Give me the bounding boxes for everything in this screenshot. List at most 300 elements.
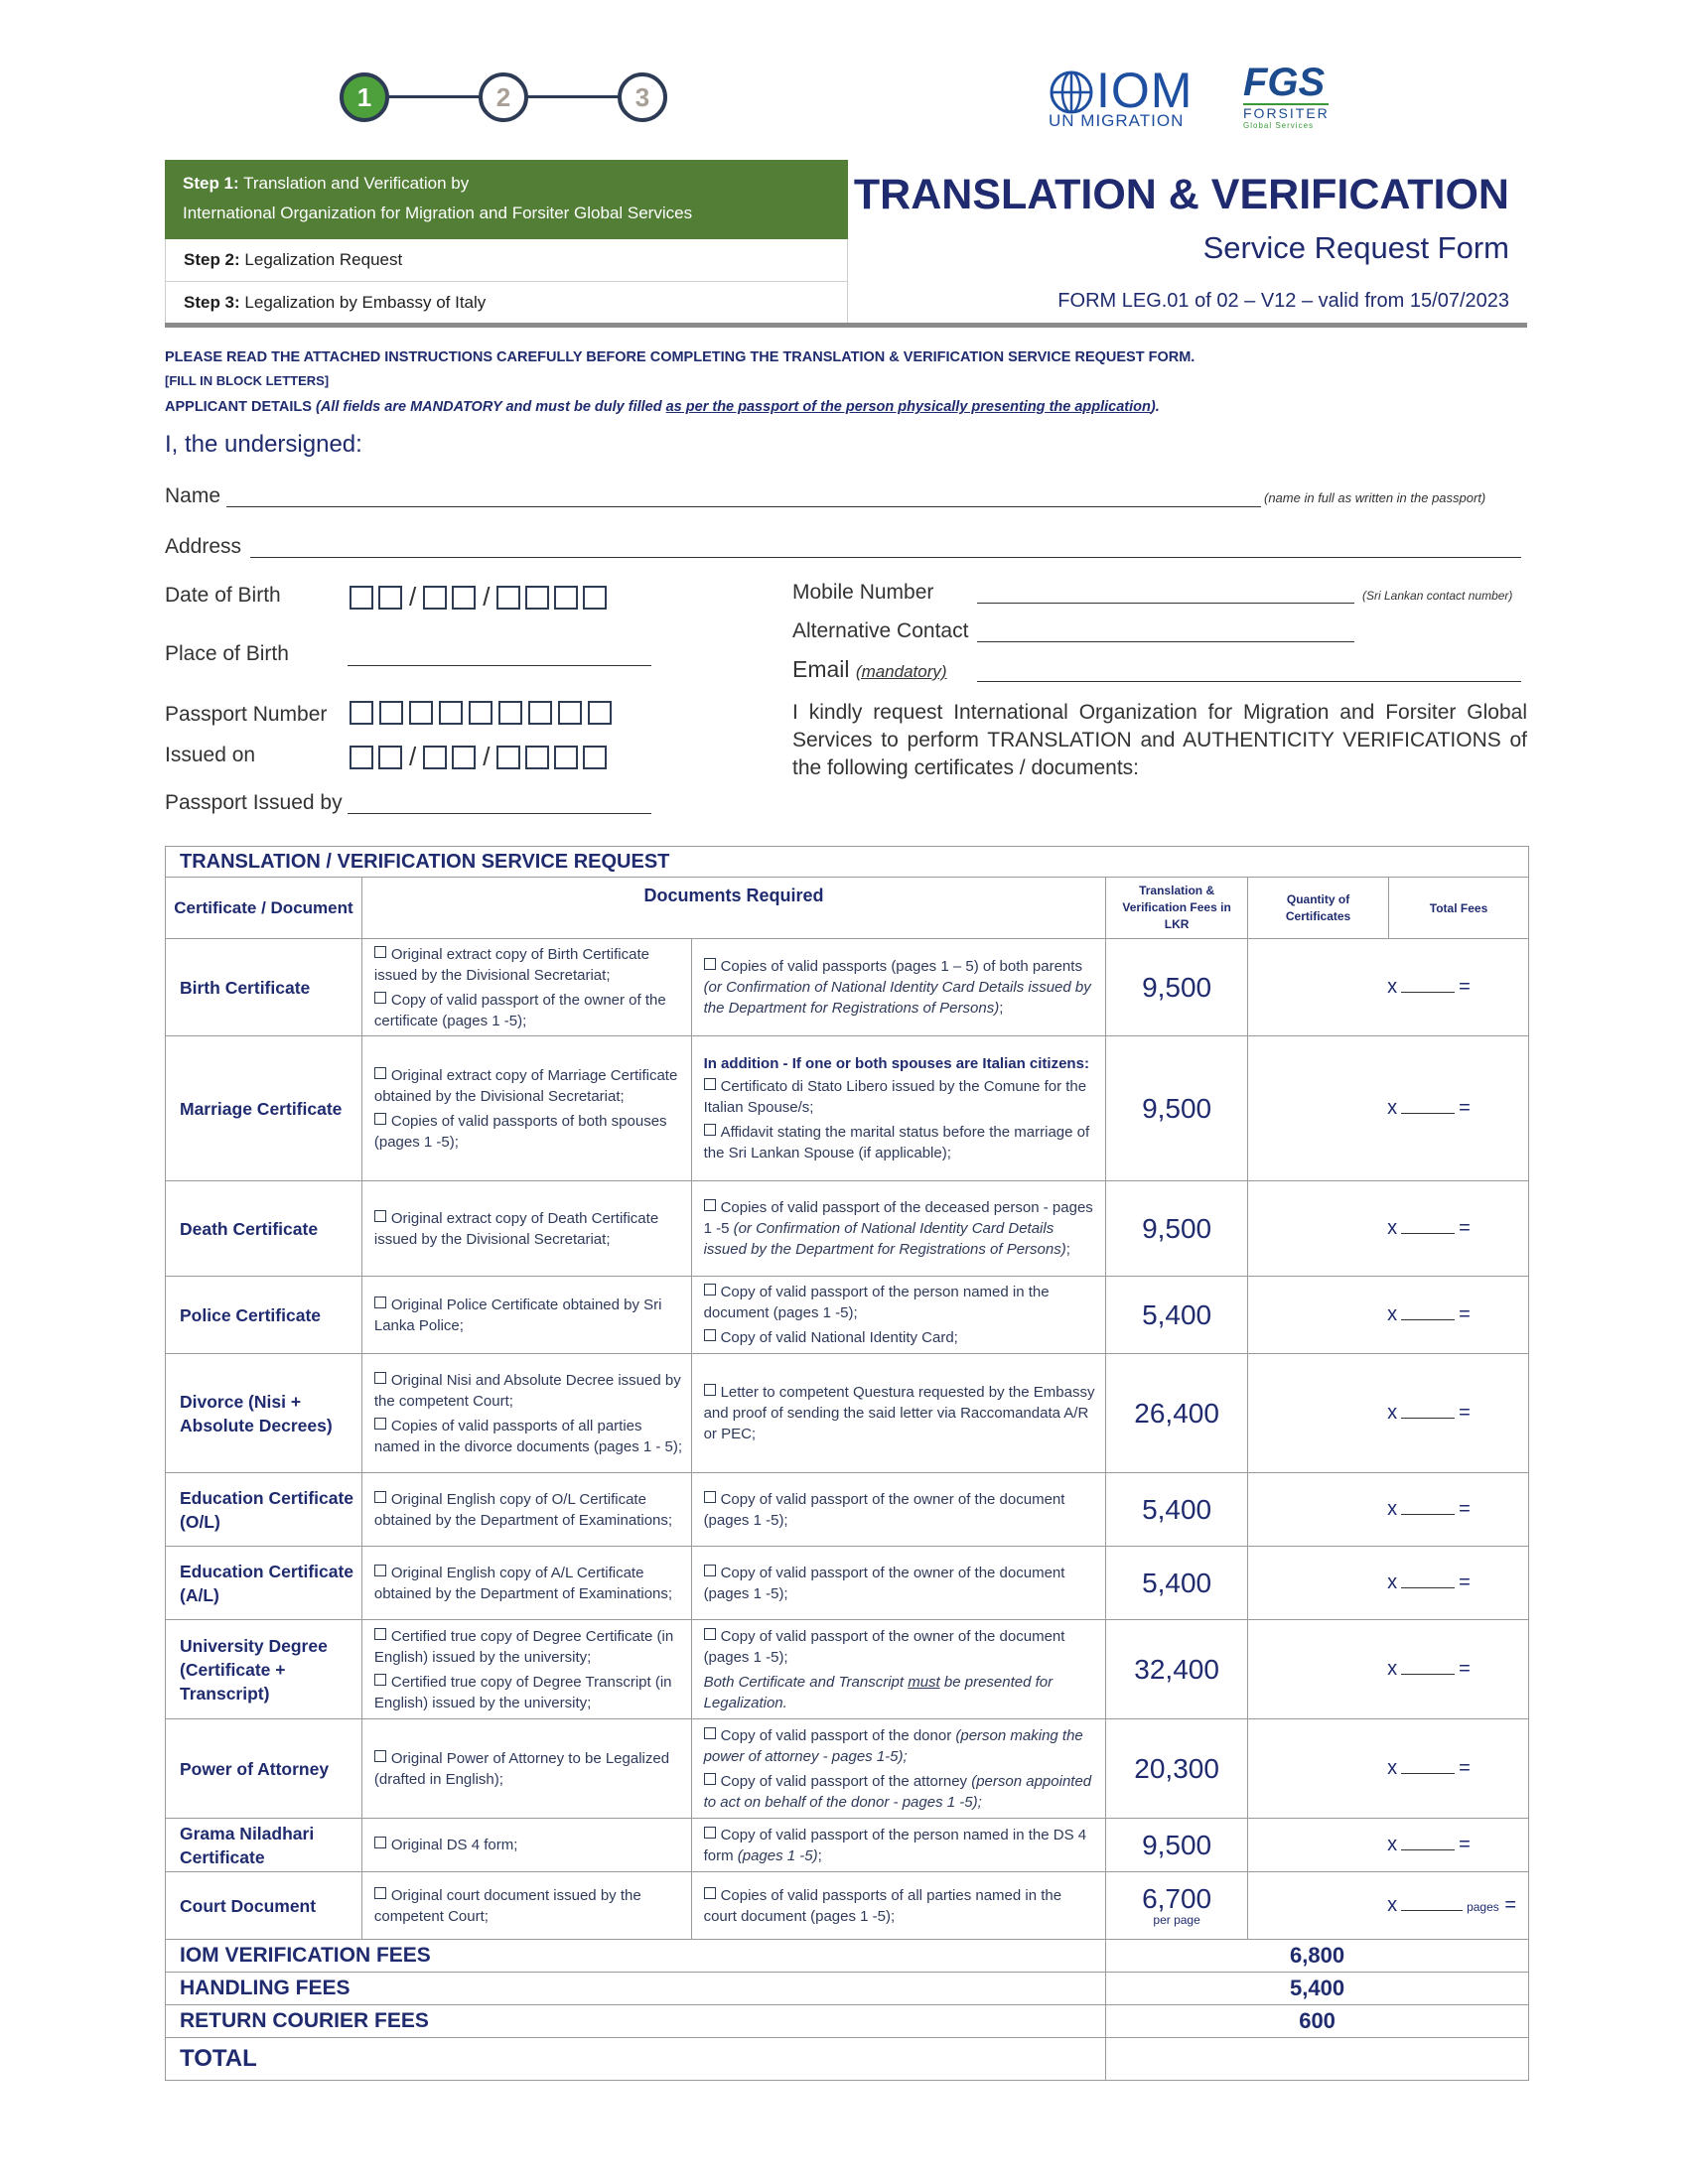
docs-right: [691, 1719, 1106, 1819]
doc-item-end: ;: [1065, 1241, 1070, 1258]
doc-item-text: Copies of valid passport of the deceased person - pages 1 -5: [703, 1199, 1093, 1237]
multiply-sign: x: [1387, 1402, 1398, 1424]
equals-sign: =: [1459, 1097, 1471, 1119]
doc-item[interactable]: [374, 1489, 683, 1531]
checkbox-icon[interactable]: [704, 1384, 716, 1396]
multiply-sign: x: [1387, 1834, 1398, 1855]
applicant-details-heading: [165, 399, 1160, 415]
checkbox-icon[interactable]: [704, 1199, 716, 1211]
doc-item[interactable]: [704, 1825, 1098, 1866]
doc-item[interactable]: [704, 1489, 1098, 1531]
checkbox-icon[interactable]: [374, 1210, 386, 1222]
table-row: [166, 1547, 1529, 1620]
stepper-connector: [526, 95, 626, 98]
quantity-field[interactable]: [1248, 1872, 1529, 1940]
quantity-line[interactable]: [1401, 1849, 1455, 1850]
table-row: [166, 1620, 1529, 1719]
quantity-field[interactable]: [1248, 1620, 1529, 1719]
doc-item[interactable]: [374, 1416, 683, 1457]
docs-right: [691, 1354, 1106, 1473]
passport-box[interactable]: [379, 701, 403, 725]
multiply-sign: x: [1387, 976, 1398, 998]
quantity-field[interactable]: [1248, 1181, 1529, 1277]
dob-day-box[interactable]: [350, 586, 373, 610]
checkbox-icon[interactable]: [704, 1628, 716, 1640]
checkbox-icon[interactable]: [704, 1565, 716, 1576]
doc-item[interactable]: [374, 1208, 683, 1250]
form-id: FORM LEG.01 of 02 – V12 – valid from 15/07/2023: [1057, 290, 1509, 312]
cert-name: Court Document: [166, 1872, 362, 1940]
docs-left: [361, 1872, 691, 1940]
issued-year-box[interactable]: [525, 746, 549, 769]
docs-left: [361, 1547, 691, 1620]
doc-item-text: Original English copy of O/L Certificate obtained by the Department of Examinations;: [373, 1490, 673, 1529]
quantity-line[interactable]: [1401, 1113, 1455, 1114]
form-title: TRANSLATION & VERIFICATION: [853, 171, 1509, 218]
doc-item-text: Original Police Certificate obtained by Sri Lanka Police;: [373, 1296, 662, 1334]
checkbox-icon[interactable]: [704, 1124, 716, 1136]
checkbox-icon[interactable]: [374, 1491, 386, 1503]
iom-logo-text: IOM: [1096, 63, 1194, 118]
doc-item-text: Affidavit stating the marital status before the marriage of the Sri Lankan Spouse (if applicable);: [703, 1124, 1090, 1161]
table-row: [166, 1872, 1529, 1940]
alt-contact-field[interactable]: [977, 641, 1354, 642]
fee-value: 5,400: [1106, 1277, 1248, 1354]
docs-left: [361, 1819, 691, 1872]
doc-item[interactable]: [374, 944, 683, 986]
undersigned-intro: I, the undersigned:: [165, 431, 362, 458]
doc-item-italic: (person appointed to act on behalf of the donor - pages 1 -5);: [703, 1772, 1092, 1811]
doc-item[interactable]: [704, 1626, 1098, 1668]
docs-left: [361, 1354, 691, 1473]
doc-item-text: Certificato di Stato Libero issued by the Comune for the Italian Spouse/s;: [703, 1078, 1087, 1116]
doc-item-text: Original DS 4 form;: [390, 1837, 518, 1853]
quantity-field[interactable]: [1248, 1036, 1529, 1181]
fgs-logo-name: FORSITER: [1243, 105, 1330, 121]
checkbox-icon[interactable]: [374, 1565, 386, 1576]
doc-item-text: Copy of valid National Identity Card;: [720, 1329, 958, 1346]
name-note: (name in full as written in the passport): [1264, 490, 1486, 505]
pages-label: pages: [1467, 1900, 1499, 1914]
passport-box[interactable]: [350, 701, 373, 725]
form-subtitle: Service Request Form: [1202, 230, 1509, 265]
checkbox-icon[interactable]: [704, 1491, 716, 1503]
doc-item-text: Copy of valid passport of the person named in the DS 4 form: [703, 1826, 1087, 1864]
docs-right: [691, 1547, 1106, 1620]
step-1-row: [165, 160, 848, 239]
doc-item-italic: (or Confirmation of National Identity Card Details issued by the Department for Registrations of Persons): [703, 1220, 1066, 1258]
doc-item[interactable]: [374, 1835, 683, 1855]
applicant-details-label: APPLICANT DETAILS: [165, 399, 316, 415]
fgs-logo: [1243, 62, 1342, 131]
dob-year-box[interactable]: [525, 586, 549, 610]
passport-box[interactable]: [469, 701, 492, 725]
checkbox-icon[interactable]: [704, 1329, 716, 1341]
doc-item-end: ;: [999, 1000, 1004, 1017]
doc-item-text: Original Power of Attorney to be Legalized (drafted in English);: [373, 1749, 670, 1788]
passport-label: Passport Number: [165, 703, 328, 726]
checkbox-icon[interactable]: [704, 1887, 716, 1899]
step-2-indicator: 2: [479, 72, 528, 122]
docs-right: [691, 1036, 1106, 1181]
issued-on-field[interactable]: [350, 742, 607, 772]
fee-value: 26,400: [1106, 1354, 1248, 1473]
doc-item[interactable]: [374, 1111, 683, 1153]
docs-left: [361, 1036, 691, 1181]
checkbox-icon[interactable]: [374, 1887, 386, 1899]
equals-sign: =: [1459, 1571, 1471, 1593]
doc-item-text: Copy of valid passport of the donor: [720, 1726, 956, 1744]
date-separator: /: [483, 742, 491, 771]
quantity-line[interactable]: [1401, 1319, 1455, 1320]
total-label: TOTAL: [166, 2038, 1106, 2081]
docs-right: [691, 939, 1106, 1036]
name-label: Name: [165, 484, 221, 507]
doc-item-italic: (pages 1 -5): [737, 1846, 818, 1864]
doc-item-text: Copies of valid passports of both spouses (pages 1 -5);: [373, 1112, 667, 1151]
fee-cell: [1106, 1872, 1248, 1940]
summary-value: 6,800: [1106, 1940, 1529, 1973]
equals-sign: =: [1459, 1303, 1471, 1325]
quantity-field[interactable]: [1248, 1277, 1529, 1354]
doc-item[interactable]: [374, 1563, 683, 1604]
col-header-fees: Translation & Verification Fees in LKR: [1106, 878, 1248, 939]
quantity-line[interactable]: [1401, 1587, 1455, 1588]
service-request-table: [165, 846, 1529, 2081]
equals-sign: =: [1459, 976, 1471, 998]
mobile-field[interactable]: [977, 603, 1354, 604]
doc-item[interactable]: [374, 1748, 683, 1790]
col-header-cert: Certificate / Document: [166, 878, 362, 939]
equals-sign: =: [1459, 1658, 1471, 1680]
summary-row: [166, 1973, 1529, 2005]
doc-item[interactable]: [704, 1725, 1098, 1767]
doc-item[interactable]: [704, 1771, 1098, 1813]
step-1-text: Translation and Verification by: [243, 174, 470, 193]
email-note: (mandatory): [855, 662, 947, 681]
quantity-field[interactable]: [1248, 1719, 1529, 1819]
doc-note-text: Both Certificate and Transcript: [703, 1673, 909, 1691]
request-statement: I kindly request International Organization for Migration and Forsiter Global Services to perform TRANSLATION and AUTHENTICITY VERIFICATIONS of the following certificates / documents:: [792, 701, 1527, 779]
passport-box[interactable]: [409, 701, 433, 725]
checkbox-icon[interactable]: [704, 958, 716, 970]
step-1-prefix: Step 1:: [183, 174, 239, 193]
doc-item-text: Letter to competent Questura requested by the Embassy and proof of sending the said letter via Raccomandata A/R or PEC;: [703, 1384, 1095, 1442]
step-3-text: Legalization by Embassy of Italy: [244, 293, 487, 312]
passport-box[interactable]: [439, 701, 463, 725]
stepper-connector: [387, 95, 487, 98]
dob-year-box[interactable]: [554, 586, 578, 610]
checkbox-icon[interactable]: [374, 1067, 386, 1079]
checkbox-icon[interactable]: [374, 1113, 386, 1125]
quantity-line[interactable]: [1401, 1514, 1455, 1515]
docs-left: [361, 1620, 691, 1719]
doc-item[interactable]: [704, 1327, 1098, 1348]
cert-name: Power of Attorney: [166, 1719, 362, 1819]
checkbox-icon[interactable]: [704, 1078, 716, 1090]
doc-item-text: Original extract copy of Marriage Certificate obtained by the Divisional Secretariat;: [373, 1066, 678, 1105]
checkbox-icon[interactable]: [374, 1750, 386, 1762]
multiply-sign: x: [1387, 1217, 1398, 1239]
checkbox-icon[interactable]: [704, 1773, 716, 1785]
doc-note: [704, 1672, 1098, 1713]
doc-item-text: Copy of valid passport of the owner of the certificate (pages 1 -5);: [373, 991, 666, 1029]
doc-item[interactable]: [704, 1122, 1098, 1163]
doc-item[interactable]: [704, 1885, 1098, 1927]
cert-name: Divorce (Nisi + Absolute Decrees): [166, 1354, 362, 1473]
quantity-line[interactable]: [1401, 1773, 1455, 1774]
name-field[interactable]: [226, 506, 1261, 507]
table-row: [166, 1354, 1529, 1473]
issued-month-box[interactable]: [423, 746, 447, 769]
docs-right: [691, 1872, 1106, 1940]
fee-value: 9,500: [1106, 1181, 1248, 1277]
alt-contact-label: Alternative Contact: [792, 619, 969, 642]
checkbox-icon[interactable]: [704, 1284, 716, 1296]
doc-item-text: Certified true copy of Degree Transcript (in English) issued by the university;: [373, 1673, 672, 1711]
table-row: [166, 1181, 1529, 1277]
docs-left: [361, 1719, 691, 1819]
table-row: [166, 1719, 1529, 1819]
table-row: [166, 1036, 1529, 1181]
multiply-sign: x: [1387, 1757, 1398, 1779]
passport-number-field[interactable]: [350, 701, 612, 725]
passport-box[interactable]: [528, 701, 552, 725]
equals-sign: =: [1459, 1757, 1471, 1779]
applicant-details-end: ).: [1150, 399, 1160, 415]
summary-label: HANDLING FEES: [166, 1973, 1106, 2005]
docs-right: [691, 1277, 1106, 1354]
summary-value: 600: [1106, 2005, 1529, 2038]
iom-logo: [1047, 63, 1205, 130]
dob-year-box[interactable]: [496, 586, 520, 610]
issued-year-box[interactable]: [554, 746, 578, 769]
doc-item-text: Copy of valid passport of the owner of the document (pages 1 -5);: [703, 1627, 1065, 1666]
doc-item-text: Original extract copy of Birth Certificate issued by the Divisional Secretariat;: [373, 945, 649, 984]
fee-value: 20,300: [1106, 1719, 1248, 1819]
date-separator: /: [483, 582, 491, 612]
summary-label: RETURN COURIER FEES: [166, 2005, 1106, 2038]
step-2-text: Legalization Request: [244, 250, 403, 269]
dob-year-box[interactable]: [583, 586, 607, 610]
step-3-row: [165, 282, 848, 325]
doc-item[interactable]: [374, 1370, 683, 1412]
doc-item-text: Original court document issued by the competent Court;: [373, 1886, 641, 1925]
header-divider: [165, 323, 1527, 328]
cert-name: Marriage Certificate: [166, 1036, 362, 1181]
issued-day-box[interactable]: [350, 746, 373, 769]
address-label: Address: [165, 535, 242, 558]
doc-item[interactable]: [374, 990, 683, 1031]
step-1-indicator: 1: [340, 72, 389, 122]
email-field[interactable]: [977, 681, 1521, 682]
iom-logo-subtitle: UN MIGRATION: [1049, 111, 1185, 130]
passport-box[interactable]: [558, 701, 582, 725]
fee-value: 9,500: [1106, 1036, 1248, 1181]
quantity-line[interactable]: [1401, 1674, 1455, 1675]
multiply-sign: x: [1387, 1303, 1398, 1325]
issued-year-box[interactable]: [583, 746, 607, 769]
quantity-line[interactable]: [1401, 1418, 1455, 1419]
equals-sign: =: [1459, 1217, 1471, 1239]
address-field[interactable]: [250, 557, 1521, 558]
fee-value: 5,400: [1106, 1473, 1248, 1547]
dob-day-box[interactable]: [378, 586, 402, 610]
cert-name: Education Certificate (A/L): [166, 1547, 362, 1620]
issued-year-box[interactable]: [496, 746, 520, 769]
doc-item-italic: (person making the power of attorney - pages 1-5);: [703, 1726, 1083, 1765]
checkbox-icon[interactable]: [374, 1628, 386, 1640]
docs-right: [691, 1181, 1106, 1277]
checkbox-icon[interactable]: [374, 1837, 386, 1848]
pob-label: Place of Birth: [165, 642, 289, 665]
doc-item[interactable]: [704, 1197, 1098, 1260]
quantity-line[interactable]: [1401, 1233, 1455, 1234]
doc-item[interactable]: [704, 956, 1098, 1019]
cert-name: Birth Certificate: [166, 939, 362, 1036]
issued-on-label: Issued on: [165, 744, 256, 766]
doc-item[interactable]: [374, 1065, 683, 1107]
step-1-text2: International Organization for Migration and Forsiter Global Services: [183, 204, 693, 222]
docs-right: [691, 1473, 1106, 1547]
total-value-field[interactable]: [1106, 2038, 1529, 2081]
doc-item-text: Original English copy of A/L Certificate obtained by the Department of Examinations;: [373, 1564, 673, 1602]
col-header-docs: Documents Required: [361, 878, 1105, 939]
passport-box[interactable]: [498, 701, 522, 725]
instructions-line1: PLEASE READ THE ATTACHED INSTRUCTIONS CAREFULLY BEFORE COMPLETING THE TRANSLATION & VERIFICATION SERVICE REQUEST FORM.: [165, 349, 1196, 365]
docs-right: [691, 1620, 1106, 1719]
equals-sign: =: [1459, 1834, 1471, 1855]
equals-sign: =: [1504, 1894, 1517, 1916]
fgs-logo-text: FGS: [1243, 61, 1326, 104]
doc-item[interactable]: [374, 1295, 683, 1336]
doc-item[interactable]: [704, 1076, 1098, 1118]
multiply-sign: x: [1387, 1097, 1398, 1119]
doc-item[interactable]: [374, 1626, 683, 1668]
table-row: [166, 1819, 1529, 1872]
checkbox-icon[interactable]: [374, 1418, 386, 1430]
checkbox-icon[interactable]: [374, 946, 386, 958]
checkbox-icon[interactable]: [704, 1827, 716, 1839]
step-2-row: [165, 239, 848, 282]
doc-heading: In addition - If one or both spouses are Italian citizens:: [703, 1055, 1089, 1072]
instructions-line2: [FILL IN BLOCK LETTERS]: [165, 373, 330, 388]
cert-name: Police Certificate: [166, 1277, 362, 1354]
dob-field[interactable]: [350, 582, 607, 613]
email-label-group: [792, 656, 947, 683]
issued-month-box[interactable]: [452, 746, 476, 769]
summary-value: 5,400: [1106, 1973, 1529, 2005]
doc-item[interactable]: [374, 1672, 683, 1713]
equals-sign: =: [1459, 1498, 1471, 1520]
mobile-label: Mobile Number: [792, 581, 934, 604]
fee-value: 9,500: [1106, 939, 1248, 1036]
cert-name: Grama Niladhari Certificate: [166, 1819, 362, 1872]
issued-by-label: Passport Issued by: [165, 791, 343, 814]
col-header-qty: Quantity of Certificates: [1248, 878, 1389, 939]
summary-row: [166, 1940, 1529, 1973]
quantity-field[interactable]: [1248, 1547, 1529, 1620]
applicant-details-underlined: as per the passport of the person physically presenting the application: [665, 399, 1151, 415]
quantity-line[interactable]: [1401, 992, 1455, 993]
doc-item-text: Copy of valid passport of the attorney: [720, 1772, 972, 1790]
quantity-field[interactable]: [1248, 1473, 1529, 1547]
quantity-field[interactable]: [1248, 1819, 1529, 1872]
table-row: [166, 1473, 1529, 1547]
checkbox-icon[interactable]: [374, 992, 386, 1004]
docs-left: [361, 1277, 691, 1354]
doc-note-text: be presented for Legalization.: [703, 1673, 1054, 1711]
quantity-field[interactable]: [1248, 1354, 1529, 1473]
applicant-details-note: (All fields are MANDATORY and must be duly filled: [315, 399, 666, 415]
per-page-note: per page: [1153, 1912, 1200, 1927]
fgs-logo-subtitle: Global Services: [1243, 121, 1315, 130]
doc-item-text: Copy of valid passport of the owner of the document (pages 1 -5);: [703, 1490, 1065, 1529]
multiply-sign: x: [1387, 1498, 1398, 1520]
col-header-total: Total Fees: [1389, 878, 1529, 939]
multiply-sign: x: [1387, 1894, 1398, 1916]
pob-field[interactable]: [348, 665, 651, 666]
doc-item[interactable]: [704, 1563, 1098, 1604]
checkbox-icon[interactable]: [704, 1727, 716, 1739]
doc-item-text: Original extract copy of Death Certificate issued by the Divisional Secretariat;: [373, 1209, 659, 1248]
checkbox-icon[interactable]: [374, 1372, 386, 1384]
table-row: [166, 1277, 1529, 1354]
cert-name: University Degree (Certificate + Transcript): [166, 1620, 362, 1719]
issued-by-field[interactable]: [348, 813, 651, 814]
doc-item-text: Copies of valid passports of all parties named in the divorce documents (pages 1 - 5);: [373, 1417, 683, 1455]
dob-label: Date of Birth: [165, 584, 281, 607]
doc-item-text: Copies of valid passports of all parties named in the court document (pages 1 -5);: [703, 1886, 1062, 1925]
dob-month-box[interactable]: [452, 586, 476, 610]
steps-table: [165, 160, 848, 325]
passport-box[interactable]: [588, 701, 612, 725]
dob-month-box[interactable]: [423, 586, 447, 610]
doc-item-text: Copy of valid passport of the owner of the document (pages 1 -5);: [703, 1564, 1065, 1602]
globe-icon: [1049, 69, 1094, 115]
summary-label: IOM VERIFICATION FEES: [166, 1940, 1106, 1973]
date-separator: /: [409, 582, 417, 612]
docs-right: [691, 1819, 1106, 1872]
total-row: [166, 2038, 1529, 2081]
fee-value: 6,700: [1142, 1882, 1212, 1914]
doc-item[interactable]: [374, 1885, 683, 1927]
doc-item-text: Original Nisi and Absolute Decree issued by the competent Court;: [373, 1371, 681, 1410]
doc-item-text: Copies of valid passports (pages 1 – 5) of both parents: [720, 958, 1082, 975]
docs-left: [361, 1181, 691, 1277]
cert-name: Death Certificate: [166, 1181, 362, 1277]
step-3-indicator: 3: [618, 72, 667, 122]
equals-sign: =: [1459, 1402, 1471, 1424]
cert-name: Education Certificate (O/L): [166, 1473, 362, 1547]
quantity-line[interactable]: [1401, 1910, 1463, 1911]
fee-value: 9,500: [1106, 1819, 1248, 1872]
summary-row: [166, 2005, 1529, 2038]
date-separator: /: [409, 742, 417, 771]
checkbox-icon[interactable]: [374, 1674, 386, 1686]
doc-item-end: ;: [817, 1846, 822, 1864]
doc-item[interactable]: [704, 1382, 1098, 1444]
doc-item[interactable]: [704, 1282, 1098, 1323]
multiply-sign: x: [1387, 1571, 1398, 1593]
step-3-prefix: Step 3:: [184, 293, 240, 312]
quantity-field[interactable]: [1248, 939, 1529, 1036]
issued-day-box[interactable]: [378, 746, 402, 769]
checkbox-icon[interactable]: [374, 1297, 386, 1308]
table-title: TRANSLATION / VERIFICATION SERVICE REQUEST: [166, 847, 1529, 878]
fee-value: 5,400: [1106, 1547, 1248, 1620]
fee-value: 32,400: [1106, 1620, 1248, 1719]
